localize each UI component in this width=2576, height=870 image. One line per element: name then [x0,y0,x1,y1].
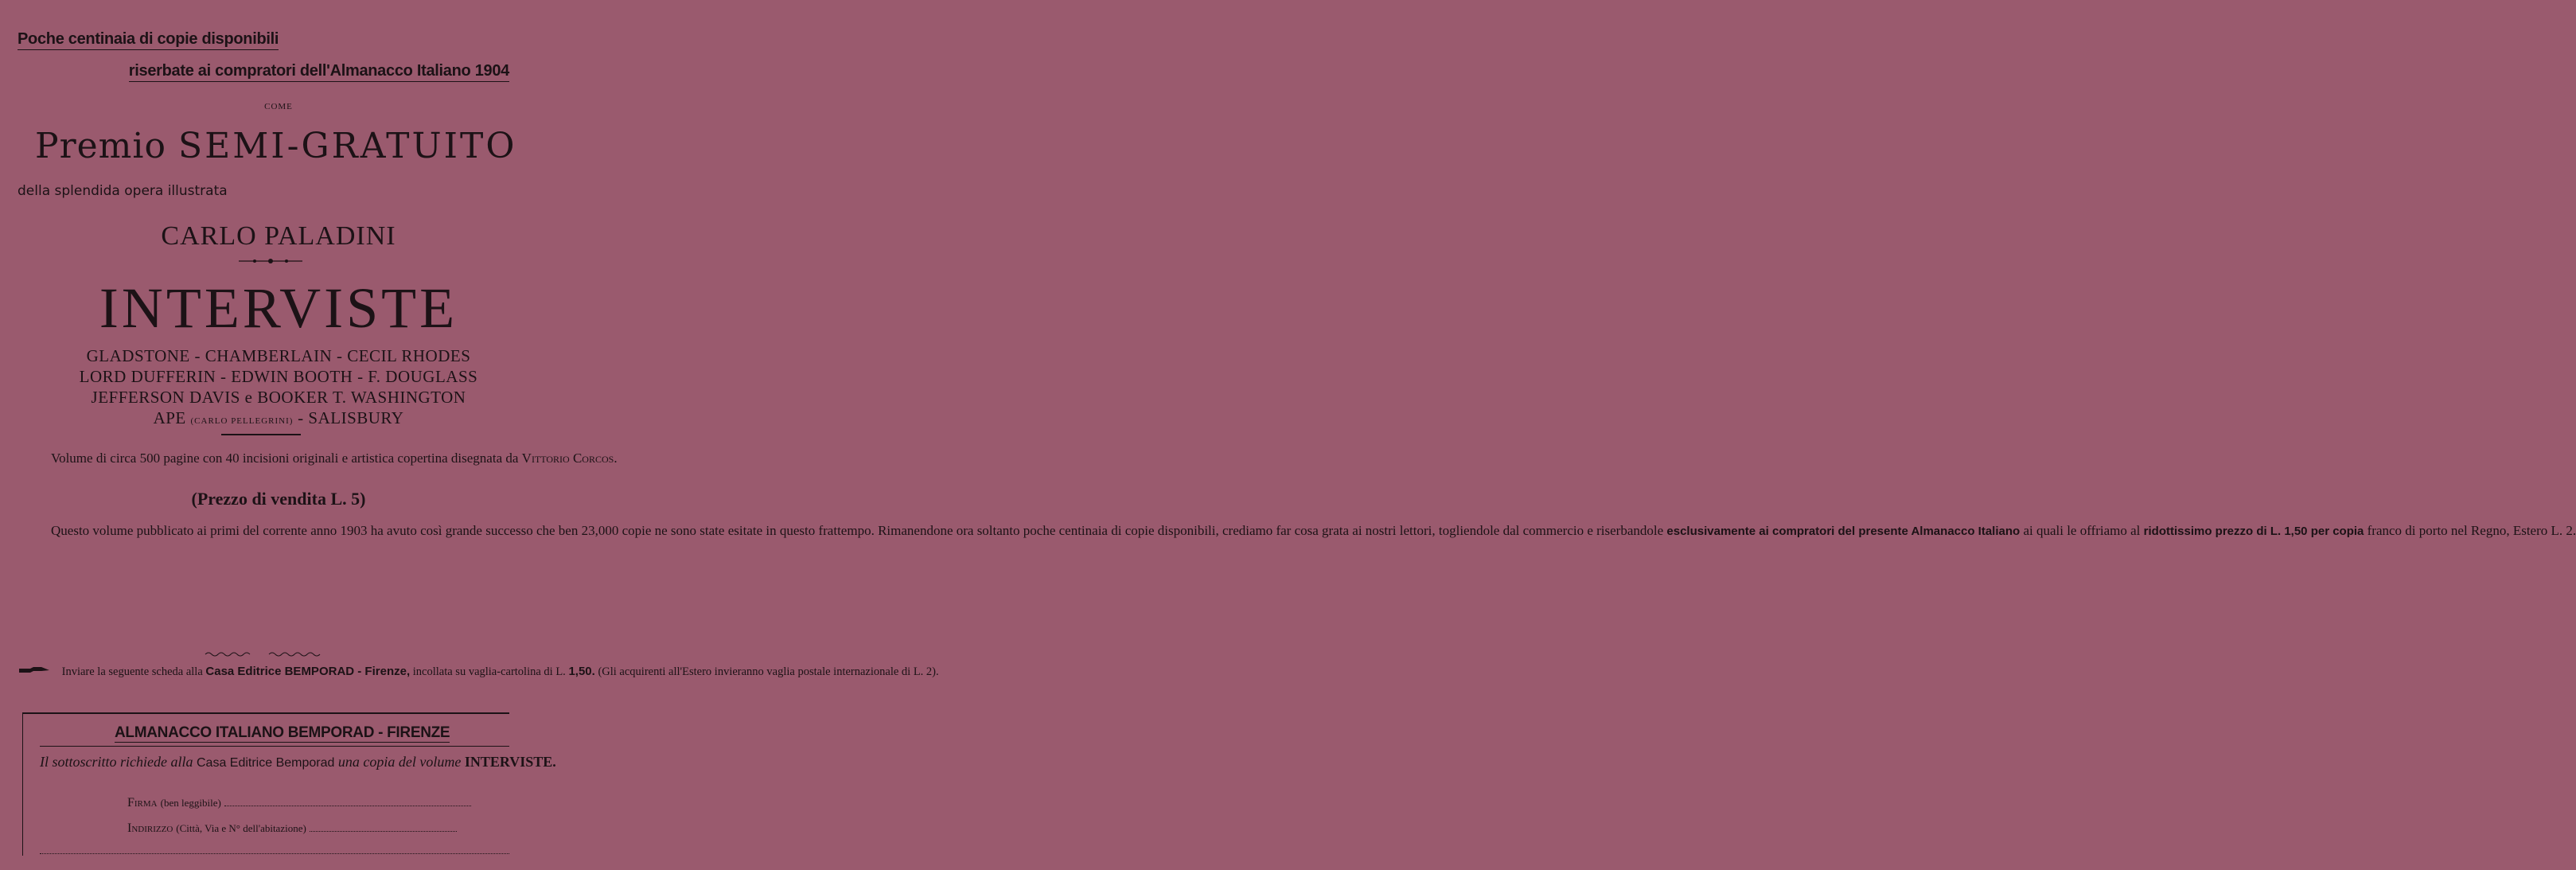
coupon-heading: ALMANACCO ITALIANO BEMPORAD - FIRENZE [115,724,450,741]
coupon-heading-rule [40,746,509,747]
signature-hint: (ben leggibile) [160,797,221,809]
order-note [18,665,939,679]
wavy-divider-icon [205,651,325,657]
extra-address-line[interactable] [40,853,509,854]
come-label: COME [264,102,293,111]
body-part-2: ai quali le offriamo al [2023,523,2141,538]
names-line-1: GLADSTONE - CHAMBERLAIN - CECIL RHODES [86,346,471,365]
note-part-2: incollata su vaglia-cartolina di L. [412,665,566,678]
request-italic-2: una copia del volume [337,754,462,770]
signature-field[interactable] [127,796,471,810]
description-text: Volume di circa 500 pagine con 40 incisioni originali e artistica copertina disegnata da [51,451,519,466]
header-line-1: Poche centinaia di copie disponibili [18,30,279,50]
note-part-1: Inviare la seguente scheda alla [61,665,203,678]
body-paragraph [18,522,2576,540]
price-line: (Prezzo di vendita L. 5) [191,489,366,509]
address-line[interactable] [310,823,457,832]
ornament-divider-icon [239,258,302,264]
address-hint: (Città, Via e N° dell'abitazione) [176,822,306,834]
request-italic-1: Il sottoscritto richiede alla [40,754,193,770]
book-title: INTERVISTE [99,276,458,340]
names-line-4 [0,408,557,428]
coupon-top-border [22,712,509,714]
premio-heading [35,126,516,166]
pointing-hand-icon [18,665,51,675]
premio-highlight: SEMI-GRATUITO [177,126,517,166]
names-pellegrini: (CARLO PELLEGRINI) [190,416,294,426]
signature-label: Firma [127,796,158,810]
note-part-3: (Gli acquirenti all'Estero invieranno vaglia postale internazionale di L. 2). [598,665,939,678]
body-bold-2: ridottissimo prezzo di L. 1,50 per copia [2143,525,2364,538]
header-line-2: riserbate ai compratori dell'Almanacco Italiano 1904 [129,62,509,82]
names-ape: APE [153,408,186,427]
names-line-2: LORD DUFFERIN - EDWIN BOOTH - F. DOUGLASS [79,367,478,386]
artist-name: Vittorio Corcos. [521,451,618,466]
address-label: Indirizzo [127,821,173,835]
subtitle: della splendida opera illustrata [18,183,228,199]
volume-description [18,450,618,467]
author-name: CARLO PALADINI [161,221,396,251]
note-bold-2: 1,50. [568,665,595,678]
coupon-left-border [22,712,23,856]
premio-word: Premio [35,126,166,166]
request-title: INTERVISTE. [464,754,556,770]
coupon-request-text [40,753,556,772]
names-salisbury: - SALISBURY [298,408,404,427]
body-part-1: Questo volume pubblicato ai primi del corrente anno 1903 ha avuto così grande successo che ben 23,000 copie ne sono state esitate in questo frattempo. Rimanendone ora soltanto poche centinaia di copie disponibili, crediamo far cosa grata ai nostri lettori, togliendole dal commercio e riserbandole [51,523,1664,538]
request-publisher: Casa Editrice Bemporad [196,756,335,770]
names-line-3: JEFFERSON DAVIS e BOOKER T. WASHINGTON [91,388,466,407]
address-field[interactable] [127,821,457,836]
divider-rule [221,434,301,435]
body-bold-1: esclusivamente ai compratori del presente Almanacco Italiano [1666,525,2021,538]
body-part-3: franco di porto nel Regno, Estero L. 2. [2367,523,2576,538]
note-bold-1: Casa Editrice BEMPORAD - Firenze, [205,665,411,678]
signature-line[interactable] [224,798,471,806]
